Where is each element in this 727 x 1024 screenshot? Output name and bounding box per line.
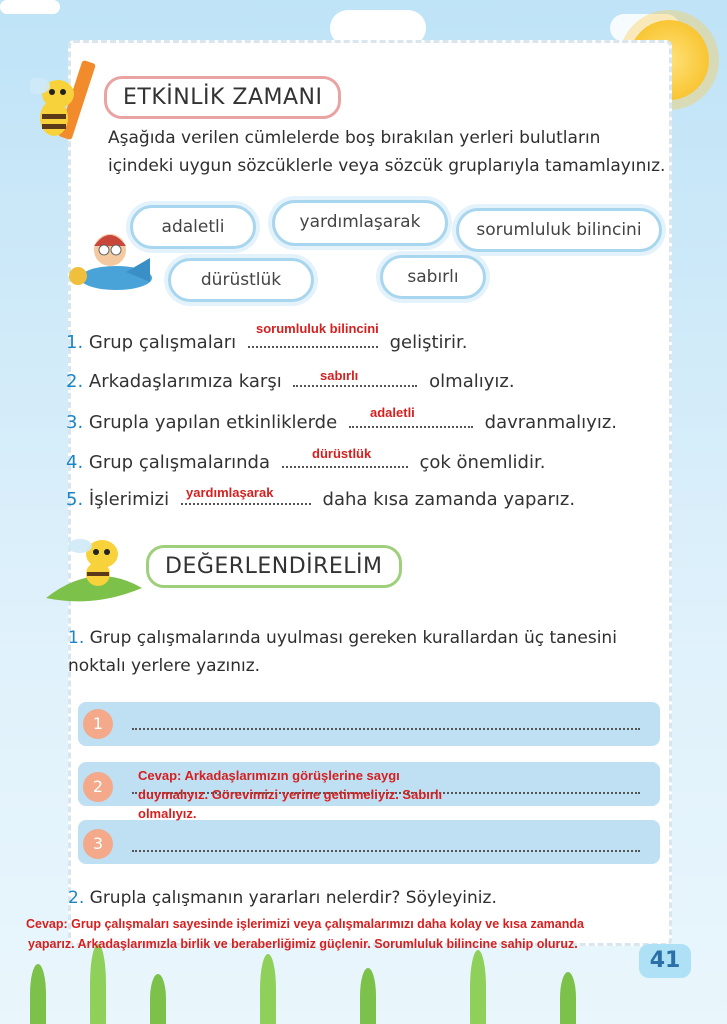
question-number: 1. (68, 628, 85, 648)
sentence-number: 2. (66, 371, 84, 392)
word-cloud-durustluk: dürüstlük (168, 258, 314, 302)
q1-answer-line: olmalıyız. (138, 806, 197, 821)
sentence-text: Grup çalışmaları (88, 332, 237, 353)
question-text: Grup çalışmalarında uyulması gereken kurallardan üç tanesini noktalı yerlere yazınız. (68, 628, 617, 676)
sentence-number: 5. (66, 489, 84, 510)
answer-2: sabırlı (320, 368, 359, 383)
sentence-text: İşlerimizi (88, 489, 170, 510)
line-number-3: 3 (83, 829, 113, 859)
question-number: 2. (68, 888, 85, 908)
q1-answer-line: duymalıyız. Görevimizi yerine getirmeliyiz. Sabırlı (138, 787, 443, 802)
sentence-number: 3. (66, 412, 84, 433)
sentence-text: Grupla yapılan etkinliklerde (88, 412, 338, 433)
sentence-text: olmalıyız. (429, 371, 515, 392)
sentence-text: davranmalıyız. (484, 412, 617, 433)
q2-answer-line: Cevap: Grup çalışmaları sayesinde işlerimizi veya çalışmalarımızı daha kolay ve kısa zamanda (26, 917, 584, 931)
word-cloud-yardimlasarak: yardımlaşarak (272, 200, 448, 246)
evaluation-question-2 (68, 884, 628, 912)
sentence-number: 1. (66, 332, 84, 353)
word-cloud-sorumluluk: sorumluluk bilincini (456, 208, 662, 252)
answer-5: yardımlaşarak (186, 485, 274, 500)
activity-title: ETKİNLİK ZAMANI (104, 76, 341, 119)
sentence-number: 4. (66, 452, 84, 473)
sentence-2 (66, 371, 515, 392)
word-cloud-sabirli: sabırlı (380, 255, 486, 299)
q1-answer-line: Cevap: Arkadaşlarımızın görüşlerine saygı (138, 768, 400, 783)
grass-blade (90, 944, 106, 1024)
grass-blade (560, 972, 576, 1024)
sentence-text: daha kısa zamanda yaparız. (322, 489, 576, 510)
page-number: 41 (639, 944, 691, 978)
bee-leaf-icon (44, 530, 144, 610)
word-cloud-adaletli: adaletli (130, 205, 256, 249)
sky-cloud (0, 0, 60, 14)
evaluation-question-1 (68, 624, 628, 680)
sentence-4 (66, 452, 545, 473)
answer-band-1 (78, 702, 660, 746)
line-number-1: 1 (83, 709, 113, 739)
sentence-text: Arkadaşlarımıza karşı (88, 371, 282, 392)
grass-blade (260, 954, 276, 1024)
line-number-2: 2 (83, 772, 113, 802)
answer-3: adaletli (370, 405, 415, 420)
grass-blade (470, 950, 486, 1024)
grass-blade (30, 964, 46, 1024)
sentence-5 (66, 489, 575, 510)
answer-band-3 (78, 820, 660, 864)
evaluation-title: DEĞERLENDİRELİM (146, 545, 402, 588)
answer-4: dürüstlük (312, 446, 372, 461)
q2-answer-line: yaparız. Arkadaşlarımızla birlik ve beraberliğimiz güçlenir. Sorumluluk bilincine sahip oluruz. (28, 937, 578, 951)
sentence-3 (66, 412, 617, 433)
dotted-answer-line (132, 850, 640, 852)
q2-answer (26, 914, 716, 954)
sentence-text: Grup çalışmalarında (88, 452, 270, 473)
grass-blade (360, 968, 376, 1024)
grass-blade (150, 974, 166, 1024)
dotted-answer-line (132, 728, 640, 730)
activity-instruction: Aşağıda verilen cümlelerde boş bırakılan yerleri bulutların içindeki uygun sözcüklerle veya sözcük gruplarıyla tamamlayınız. (108, 128, 666, 176)
sentence-text: çok önemlidir. (419, 452, 546, 473)
answer-1: sorumluluk bilincini (256, 321, 379, 336)
question-text: Grupla çalışmanın yararları nelerdir? Söyleyiniz. (89, 888, 497, 908)
bee-pencil-icon (30, 56, 106, 152)
q1-answer (138, 766, 442, 823)
sentence-text: geliştirir. (389, 332, 468, 353)
